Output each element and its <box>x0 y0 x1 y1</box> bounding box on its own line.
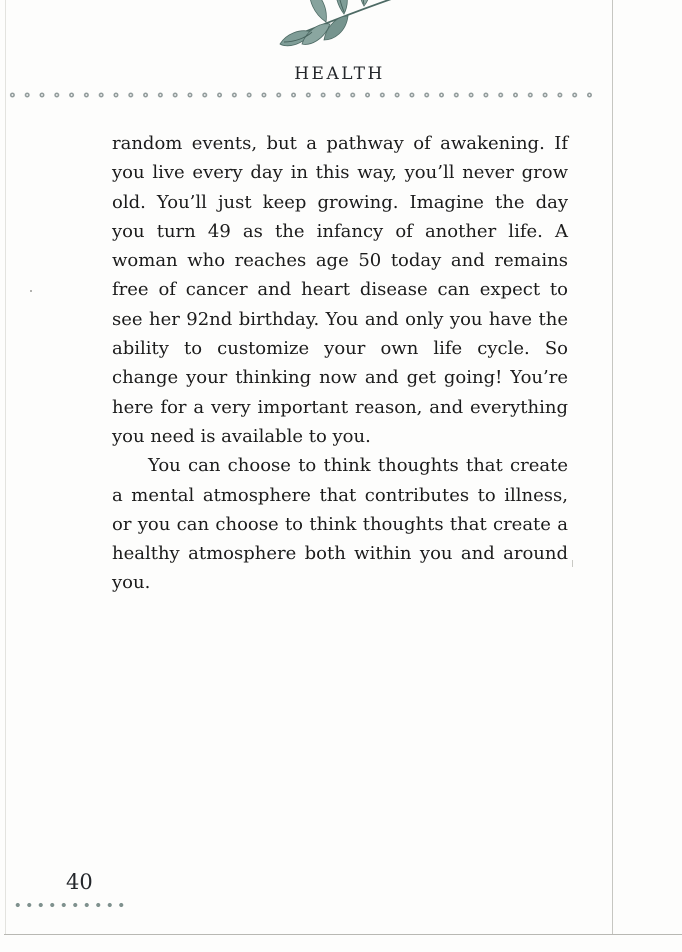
body-text <box>112 129 568 598</box>
footer-dots <box>12 902 126 908</box>
page-edge-left <box>5 0 6 934</box>
paragraph: random events, but a pathway of awakening. If you live every day in this way, you’ll never grow old. You’ll just keep growing. Imagine the day you turn 49 as the infancy of another life. A woman who reaches age 50 today and remains free of cancer and heart disease can expect to see her 92nd birthday. You and only you have the ability to customize your own life cycle. So change your thinking now and get going! You’re here for a very important reason, and everything you need is available to you. <box>112 133 568 447</box>
page-number: 40 <box>66 870 93 894</box>
scan-speck <box>572 560 573 567</box>
chapter-header: HEALTH <box>294 64 385 84</box>
leaf-ornament-icon <box>276 0 406 48</box>
dotted-rule-border <box>5 91 599 99</box>
paragraph: You can choose to think thoughts that create a mental atmosphere that contributes to illness, or you can choose to think thoughts that create a healthy atmosphere both within you and around you. <box>112 455 568 594</box>
page-edge-bottom <box>4 934 682 935</box>
page-edge-right <box>612 0 613 934</box>
scan-speck <box>30 290 32 292</box>
